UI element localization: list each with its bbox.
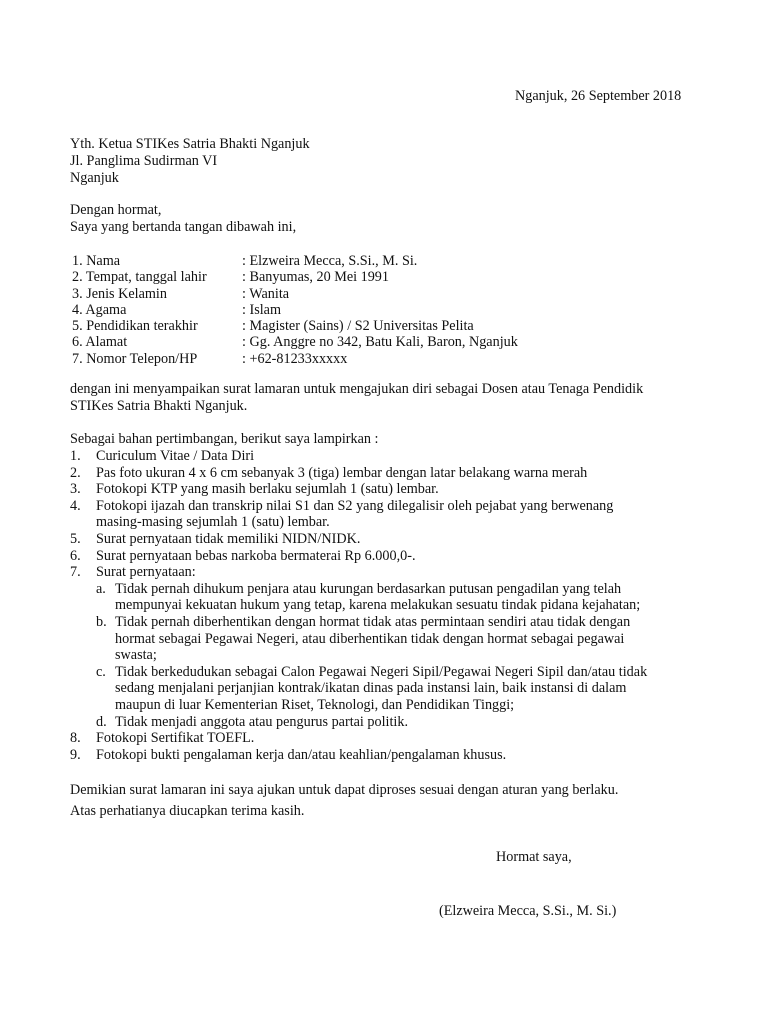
- statement-letter: c.: [96, 663, 106, 680]
- purpose-line-2: STIKes Satria Bhakti Nganjuk.: [70, 398, 248, 414]
- closing-paragraph: [70, 782, 618, 824]
- statement-letter: d.: [96, 713, 107, 730]
- statement-text: swasta;: [115, 647, 157, 664]
- statement-continuation: [70, 597, 641, 614]
- closing-line-2: Atas perhatianya diucapkan terima kasih.: [70, 803, 305, 819]
- recipient-address: [70, 136, 310, 187]
- item-text: Pas foto ukuran 4 x 6 cm sebanyak 3 (tiga) lembar dengan latar belakang warna merah: [96, 464, 588, 481]
- identity-label: 4. Agama: [72, 301, 127, 318]
- attachment-item-continuation: [70, 514, 378, 531]
- attachment-item: [70, 497, 614, 515]
- statement-text: mempunyai kekuatan hukum yang tetap, karena melakukan sesuatu tindak pidana kejahatan;: [115, 597, 641, 614]
- statement-text: maupun di luar Kementerian Riset, Teknologi, dan Pendidikan Tinggi;: [115, 696, 515, 713]
- item-number: 8.: [70, 730, 81, 747]
- date-line: Nganjuk, 26 September 2018: [515, 88, 682, 104]
- item-number: 6.: [70, 547, 81, 564]
- item-number: 3.: [70, 481, 81, 498]
- identity-value: : Magister (Sains) / S2 Universitas Pelita: [242, 318, 474, 335]
- identity-label: 7. Nomor Telepon/HP: [72, 350, 198, 367]
- attachment-item: [70, 547, 416, 565]
- statement-text: Tidak pernah diberhentikan dengan hormat tidak atas permintaan sendiri atau tidak dengan: [115, 613, 631, 630]
- purpose-paragraph: [70, 381, 643, 415]
- item-text: Surat pernyataan bebas narkoba bermaterai Rp 6.000,0-.: [96, 547, 416, 564]
- statement-continuation: [70, 630, 625, 648]
- item-number: 4.: [70, 497, 81, 514]
- identity-value: : Gg. Anggre no 342, Batu Kali, Baron, Nganjuk: [242, 334, 518, 351]
- item-text: Surat pernyataan tidak memiliki NIDN/NIDK.: [96, 530, 361, 547]
- attachment-item: [70, 448, 378, 465]
- item-number: 5.: [70, 530, 81, 547]
- greeting-intro: Saya yang bertanda tangan dibawah ini,: [70, 219, 297, 235]
- item-text: Fotokopi KTP yang masih berlaku sejumlah 1 (satu) lembar.: [96, 481, 439, 498]
- identity-label: 1. Nama: [72, 253, 121, 269]
- greeting: [70, 202, 296, 236]
- statement-item: [70, 713, 409, 731]
- item-number: 2.: [70, 464, 81, 481]
- identity-value: : +62-81233xxxxx: [242, 350, 348, 367]
- statement-continuation: [70, 647, 378, 664]
- identity-value: : Elzweira Mecca, S.Si., M. Si.: [242, 253, 418, 269]
- identity-label: 6. Alamat: [72, 334, 128, 351]
- statement-text: sedang menjalani perjanjian kontrak/ikatan dinas pada instansi lain, baik instansi di dalam: [115, 680, 627, 697]
- attachment-item: [70, 481, 439, 498]
- identity-value: : Islam: [242, 301, 282, 318]
- item-number: 7.: [70, 564, 81, 581]
- statement-text: Tidak menjadi anggota atau pengurus partai politik.: [115, 713, 409, 730]
- recipient-line-3: Nganjuk: [70, 170, 119, 186]
- closing-line-1: Demikian surat lamaran ini saya ajukan untuk dapat diproses sesuai dengan aturan yang berlaku.: [70, 782, 619, 798]
- recipient-line-1: Yth. Ketua STIKes Satria Bhakti Nganjuk: [70, 136, 310, 152]
- attachment-item: [70, 730, 378, 747]
- item-number: 1.: [70, 448, 81, 464]
- statement-text: Tidak pernah dihukum penjara atau kurungan berdasarkan putusan pengadilan yang telah: [115, 580, 622, 597]
- identity-label: 5. Pendidikan terakhir: [72, 318, 198, 335]
- item-text: Fotokopi bukti pengalaman kerja dan/atau keahlian/pengalaman khusus.: [96, 746, 507, 763]
- regards-text: Hormat saya,: [496, 849, 572, 865]
- statement-letter: a.: [96, 580, 106, 597]
- identity-value: : Wanita: [242, 285, 290, 302]
- item-text: Curiculum Vitae / Data Diri: [96, 448, 255, 464]
- identity-label: 2. Tempat, tanggal lahir: [72, 269, 207, 286]
- item-text: Fotokopi Sertifikat TOEFL.: [96, 730, 255, 747]
- item-text: Fotokopi ijazah dan transkrip nilai S1 dan S2 yang dilegalisir oleh pejabat yang berwenang: [96, 497, 614, 514]
- item-text-continuation: masing-masing sejumlah 1 (satu) lembar.: [96, 514, 330, 531]
- purpose-line-1: dengan ini menyampaikan surat lamaran untuk mengajukan diri sebagai Dosen atau Tenaga Pendidik: [70, 381, 644, 397]
- statement-continuation: [70, 680, 627, 697]
- attachments-title: Sebagai bahan pertimbangan, berikut saya lampirkan :: [70, 431, 379, 447]
- item-text: Surat pernyataan:: [96, 564, 196, 581]
- statement-text: Tidak berkedudukan sebagai Calon Pegawai Negeri Sipil/Pegawai Negeri Sipil dan/atau tidak: [115, 663, 648, 680]
- attachments-section: [70, 431, 648, 763]
- statement-continuation: [70, 696, 515, 714]
- statement-item: [70, 663, 648, 681]
- statement-item: [70, 613, 631, 631]
- statement-text: hormat sebagai Pegawai Negeri, atau diberhentikan tidak dengan hormat sebagai pegawai: [115, 630, 625, 647]
- salutation: Dengan hormat,: [70, 202, 162, 218]
- signatory-name: (Elzweira Mecca, S.Si., M. Si.): [439, 903, 617, 919]
- statement-letter: b.: [96, 613, 107, 630]
- attachment-item: [70, 464, 588, 482]
- attachment-item: [70, 564, 378, 581]
- recipient-line-2: Jl. Panglima Sudirman VI: [70, 153, 218, 169]
- attachment-item: [70, 746, 507, 764]
- identity-label: 3. Jenis Kelamin: [72, 285, 167, 302]
- attachment-item: [70, 531, 378, 548]
- item-number: 9.: [70, 746, 81, 763]
- identity-value: : Banyumas, 20 Mei 1991: [242, 269, 389, 286]
- statement-item: [70, 580, 622, 598]
